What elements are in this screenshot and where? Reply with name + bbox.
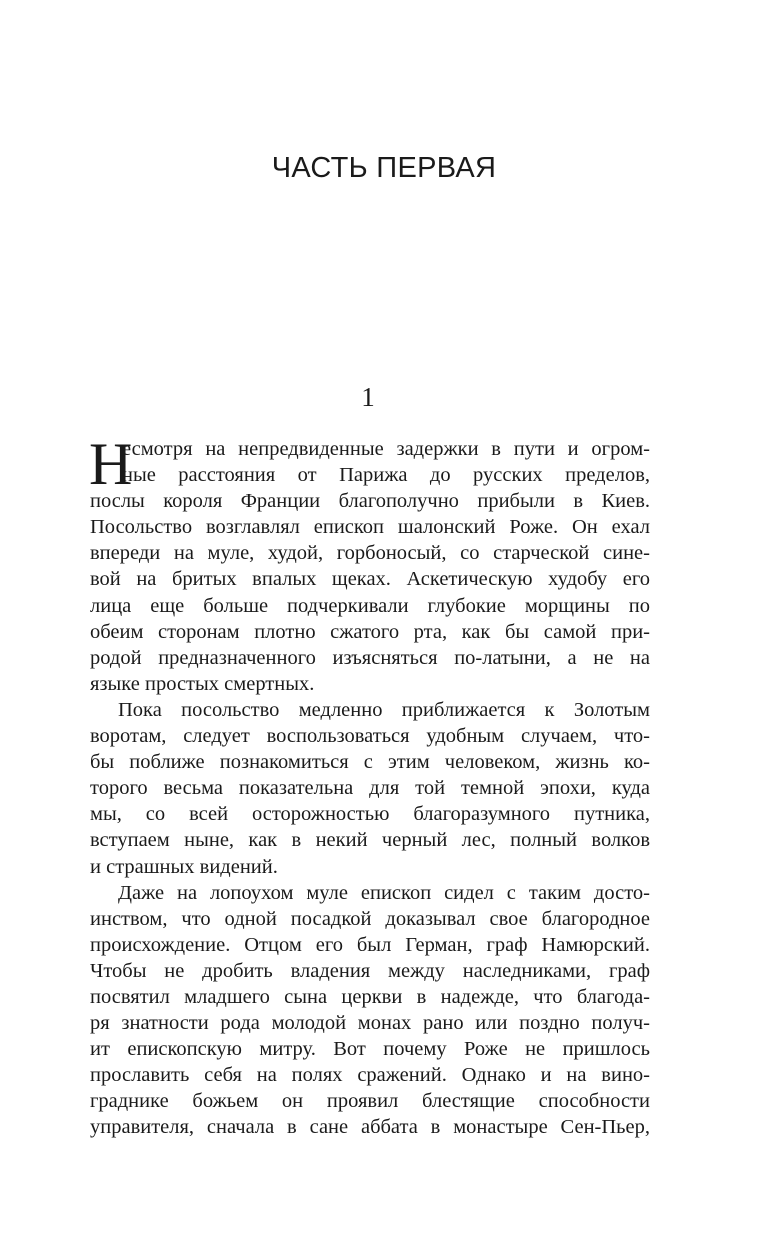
text-line: бы поближе познакомиться с этим человеком, жизнь ко- (90, 751, 650, 774)
text-line: Посольство возглавлял епископ шалонский Роже. Он ехал (90, 516, 650, 539)
text-line: Даже на лопоухом муле епископ сидел с таким досто- (118, 881, 650, 904)
text-line: посвятил младшего сына церкви в надежде, что благода- (90, 985, 650, 1008)
text-line: граднике божьем он проявил блестящие способности (90, 1090, 650, 1113)
part-title: ЧАСТЬ ПЕРВАЯ (271, 152, 497, 184)
text-line: ря знатности рода молодой монах рано или поздно получ- (90, 1012, 650, 1035)
text-line: лица еще больше подчеркивали глубокие морщины по (90, 594, 650, 617)
text-line: торого весьма показательна для той темной эпохи, куда (90, 777, 650, 800)
text-line: инством, что одной посадкой доказывал свое благородное (90, 907, 650, 930)
text-line: родой предназначенного изъясняться по-латыни, а не на (90, 646, 650, 669)
text-line: вступаем ныне, как в некий черный лес, полный волков (90, 829, 650, 852)
text-line: Пока посольство медленно приближается к Золотым (118, 698, 650, 721)
text-line: ные расстояния от Парижа до русских пределов, (122, 464, 650, 487)
text-line: послы короля Франции благополучно прибыли в Киев. (90, 490, 650, 513)
drop-cap: Н (89, 431, 133, 497)
text-line: обеим сторонам плотно сжатого рта, как бы самой при- (90, 620, 650, 643)
chapter-number: 1 (361, 382, 375, 412)
text-line: и страшных видений. (90, 855, 278, 878)
text-line: впереди на муле, худой, горбоносый, со старческой сине- (90, 542, 650, 565)
text-line: языке простых смертных. (90, 672, 315, 695)
text-line: вой на бритых впалых щеках. Аскетическую худобу его (90, 568, 650, 591)
text-line: ит епископскую митру. Вот почему Роже не пришлось (90, 1038, 650, 1061)
text-line: управителя, сначала в сане аббата в монастыре Сен-Пьер, (90, 1116, 650, 1139)
text-line: воротам, следует воспользоваться удобным случаем, что- (90, 725, 650, 748)
text-line: мы, со всей осторожностью благоразумного путника, (90, 803, 650, 826)
text-line: происхождение. Отцом его был Герман, граф Намюрский. (90, 933, 650, 956)
text-line: есмотря на непредвиденные задержки в пути и огром- (122, 438, 650, 460)
body-text (89, 431, 650, 1141)
text-line: Чтобы не дробить владения между наследниками, граф (90, 959, 650, 982)
text-line: прославить себя на полях сражений. Однако и на вино- (90, 1064, 650, 1087)
